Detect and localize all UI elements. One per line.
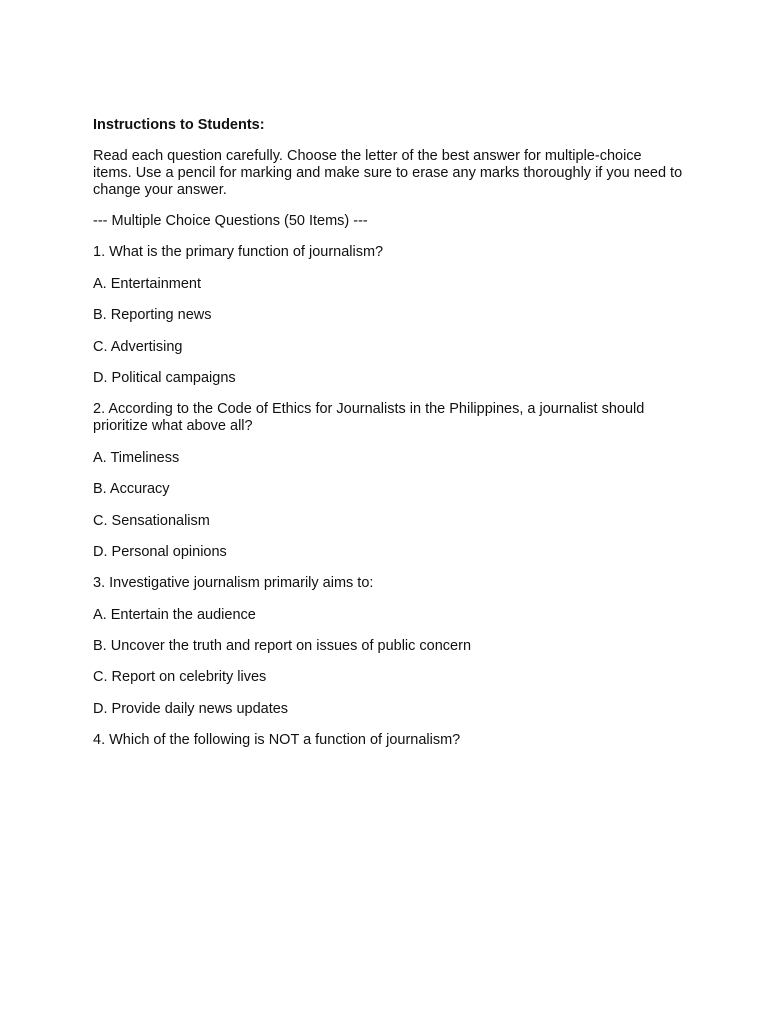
instructions-heading: Instructions to Students: (93, 117, 265, 133)
question-1-option-d: D. Political campaigns (93, 369, 236, 386)
question-1-option-c: C. Advertising (93, 338, 183, 355)
question-4: 4. Which of the following is NOT a function of journalism? (93, 732, 461, 749)
question-3-option-b: B. Uncover the truth and report on issues of public concern (93, 638, 472, 655)
question-2-option-c: C. Sensationalism (93, 512, 210, 529)
question-3-option-a: A. Entertain the audience (93, 606, 256, 623)
question-3-option-d: D. Provide daily news updates (93, 700, 289, 717)
instructions-paragraph: Read each question carefully. Choose the letter of the best answer for multiple-choice items. Use a pencil for marking and make sure to erase any marks thoroughly if you need to change your answer. (93, 148, 683, 198)
question-2-option-b: B. Accuracy (93, 481, 170, 498)
question-2-option-d: D. Personal opinions (93, 543, 227, 560)
question-2: 2. According to the Code of Ethics for Journalists in the Philippines, a journalist should prioritize what above all? (93, 401, 645, 435)
question-1-option-a: A. Entertainment (93, 275, 201, 292)
question-3: 3. Investigative journalism primarily aims to: (93, 575, 374, 592)
question-2-option-a: A. Timeliness (93, 449, 180, 466)
question-1: 1. What is the primary function of journalism? (93, 244, 384, 261)
question-1-option-b: B. Reporting news (93, 307, 212, 324)
section-title: --- Multiple Choice Questions (50 Items) --- (93, 213, 368, 229)
document-page (93, 117, 693, 764)
question-3-option-c: C. Report on celebrity lives (93, 669, 267, 686)
